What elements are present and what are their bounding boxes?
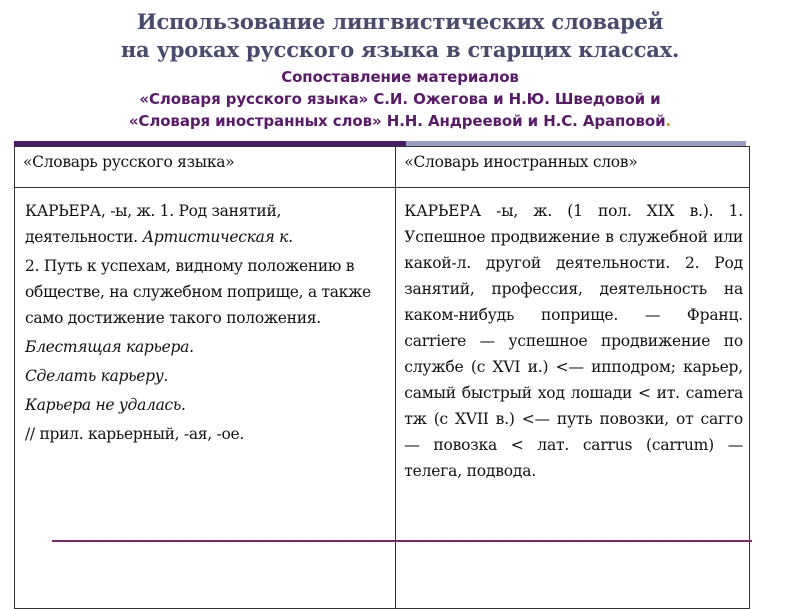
subtitle-line-3 (0, 110, 800, 132)
title-line-1: Использование лингвистических словарей (136, 9, 664, 34)
cell-foreign-entry: КАРЬЕРА -ы, ж. (1 пол. XIX в.). 1. Успешное продвижение в служебной или какой-л. другой деятельности. 2. Род занятий, профессия, деятельность на каком-нибудь поприще. — Франц. carriere — успешное продвижение по службе (с XVI и.) <— ипподром; карьер, самый быстрый ход лошади < ит. camera тж (с XVII в.) <— путь повозки, от сагго — повозка < лат. carrus (carrum) — телега, подвода. (396, 188, 750, 609)
cell-ozhegov-entry (15, 188, 396, 609)
subtitle-line-3-text: «Словаря иностранных слов» Н.Н. Андреевой и Н.С. Араповой (128, 112, 666, 130)
entry-sense-1 (25, 198, 387, 250)
bottom-divider (52, 540, 752, 542)
header-cell-foreign: «Словарь иностранных слов» (396, 147, 750, 188)
entry-sense-2: 2. Путь к успехам, видному положению в обществе, на служебном поприще, а также само достижение такого положения. (25, 257, 371, 327)
subtitle-line-1: Сопоставление материалов (281, 68, 519, 86)
entry-derivative: // прил. карьерный, -ая, -ое. (25, 425, 244, 443)
page-subtitle (0, 66, 800, 132)
title-line-2: на уроках русского языка в старщих классах. (120, 37, 680, 62)
example-3: Карьера не удалась. (25, 396, 186, 414)
example-1: Блестящая карьера. (25, 338, 194, 356)
header-cell-ozhegov: «Словарь русского языка» (15, 147, 396, 188)
table-header-row (15, 147, 750, 188)
entry-sense-1-example: Артистическая к. (142, 228, 293, 246)
entry-sense-1-text: КАРЬЕРА, -ы, ж. 1. Род занятий, деятельности. (25, 202, 282, 246)
page-title (0, 8, 800, 64)
example-2: Сделать карьеру. (25, 367, 169, 385)
subtitle-dot: . (665, 112, 672, 130)
subtitle-line-2: «Словаря русского языка» С.И. Ожегова и Н.Ю. Шведовой и (139, 90, 661, 108)
table-body-row (15, 188, 750, 609)
